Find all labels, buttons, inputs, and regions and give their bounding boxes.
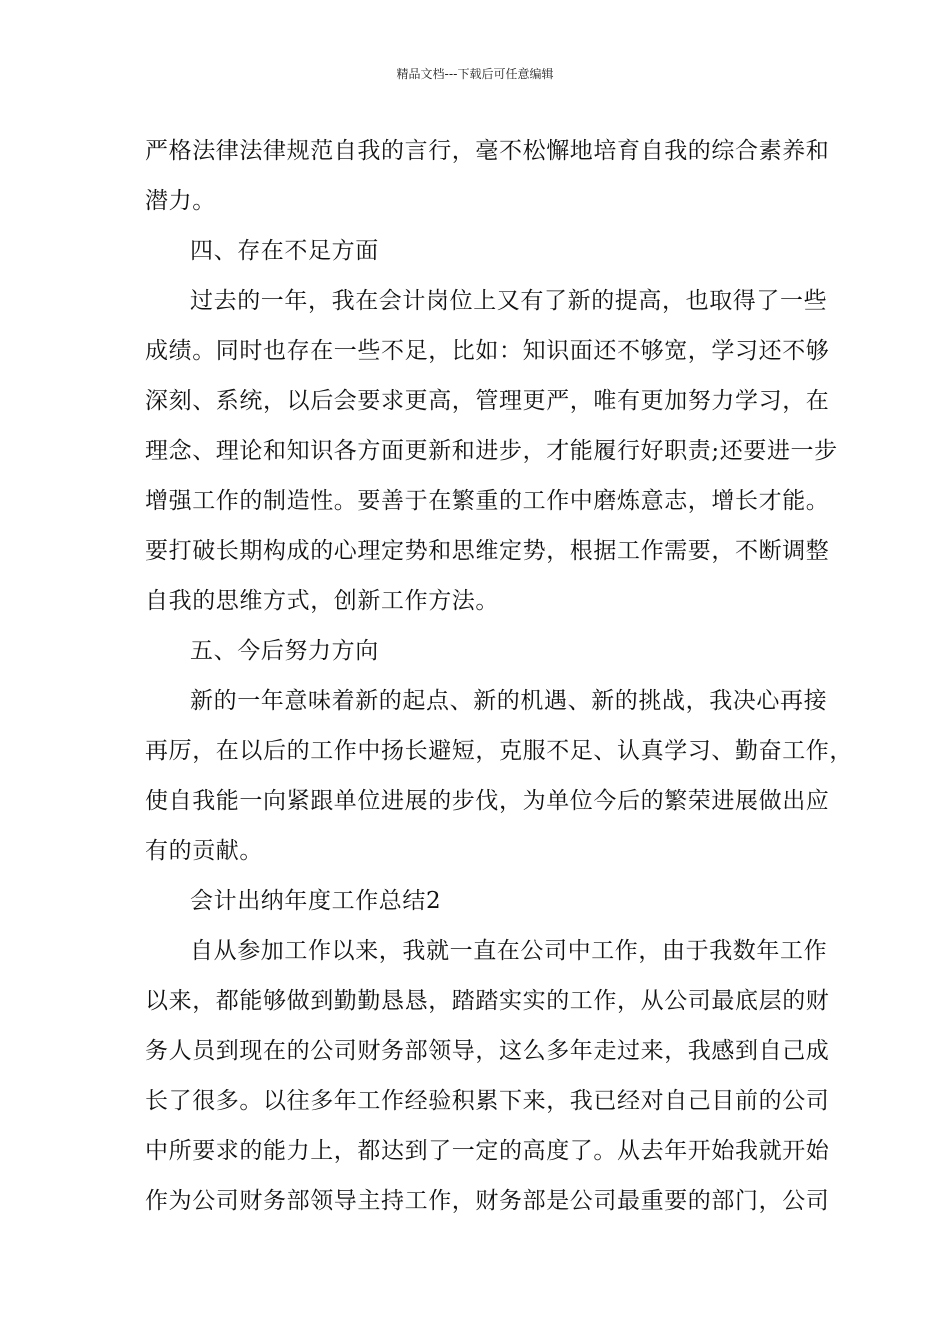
paragraph-line: 严格法律法律规范自我的言行，毫不松懈地培育自我的综合素养和 — [145, 138, 830, 164]
paragraph-line: 务人员到现在的公司财务部领导，这么多年走过来，我感到自己成 — [145, 1038, 830, 1064]
paragraph-line: 理念、理论和知识各方面更新和进步，才能履行好职责;还要进一步 — [145, 438, 838, 464]
paragraph-line: 长了很多。以往多年工作经验积累下来，我已经对自己目前的公司 — [145, 1088, 830, 1114]
paragraph-line: 成绩。同时也存在一些不足，比如：知识面还不够宽，学习还不够 — [145, 338, 830, 364]
paragraph-line: 有的贡献。 — [145, 838, 263, 864]
paragraph-line: 增强工作的制造性。要善于在繁重的工作中磨炼意志，增长才能。 — [145, 488, 830, 514]
paragraph-line: 过去的一年，我在会计岗位上又有了新的提高，也取得了一些 — [190, 288, 828, 314]
paragraph-line: 新的一年意味着新的起点、新的机遇、新的挑战，我决心再接 — [190, 688, 828, 714]
paragraph-line: 以来，都能够做到勤勤恳恳，踏踏实实的工作，从公司最底层的财 — [145, 988, 830, 1014]
paragraph-line: 使自我能一向紧跟单位进展的步伐，为单位今后的繁荣进展做出应 — [145, 788, 830, 814]
document-subtitle: 会计出纳年度工作总结2 — [190, 888, 442, 914]
paragraph-line: 自从参加工作以来，我就一直在公司中工作，由于我数年工作 — [190, 938, 828, 964]
paragraph-line: 自我的思维方式，创新工作方法。 — [145, 588, 499, 614]
section-heading: 五、今后努力方向 — [190, 638, 379, 664]
section-heading: 四、存在不足方面 — [190, 238, 379, 264]
paragraph-line: 深刻、系统，以后会要求更高，管理更严，唯有更加努力学习，在 — [145, 388, 830, 414]
paragraph-line: 再厉，在以后的工作中扬长避短，克服不足、认真学习、勤奋工作， — [145, 738, 853, 764]
paragraph-line: 潜力。 — [145, 188, 216, 214]
paragraph-line: 中所要求的能力上，都达到了一定的高度了。从去年开始我就开始 — [145, 1138, 830, 1164]
paragraph-line: 要打破长期构成的心理定势和思维定势，根据工作需要，不断调整 — [145, 538, 830, 564]
page-header: 精品文档---下载后可任意编辑 — [396, 67, 554, 81]
paragraph-line: 作为公司财务部领导主持工作，财务部是公司最重要的部门，公司 — [145, 1188, 830, 1214]
